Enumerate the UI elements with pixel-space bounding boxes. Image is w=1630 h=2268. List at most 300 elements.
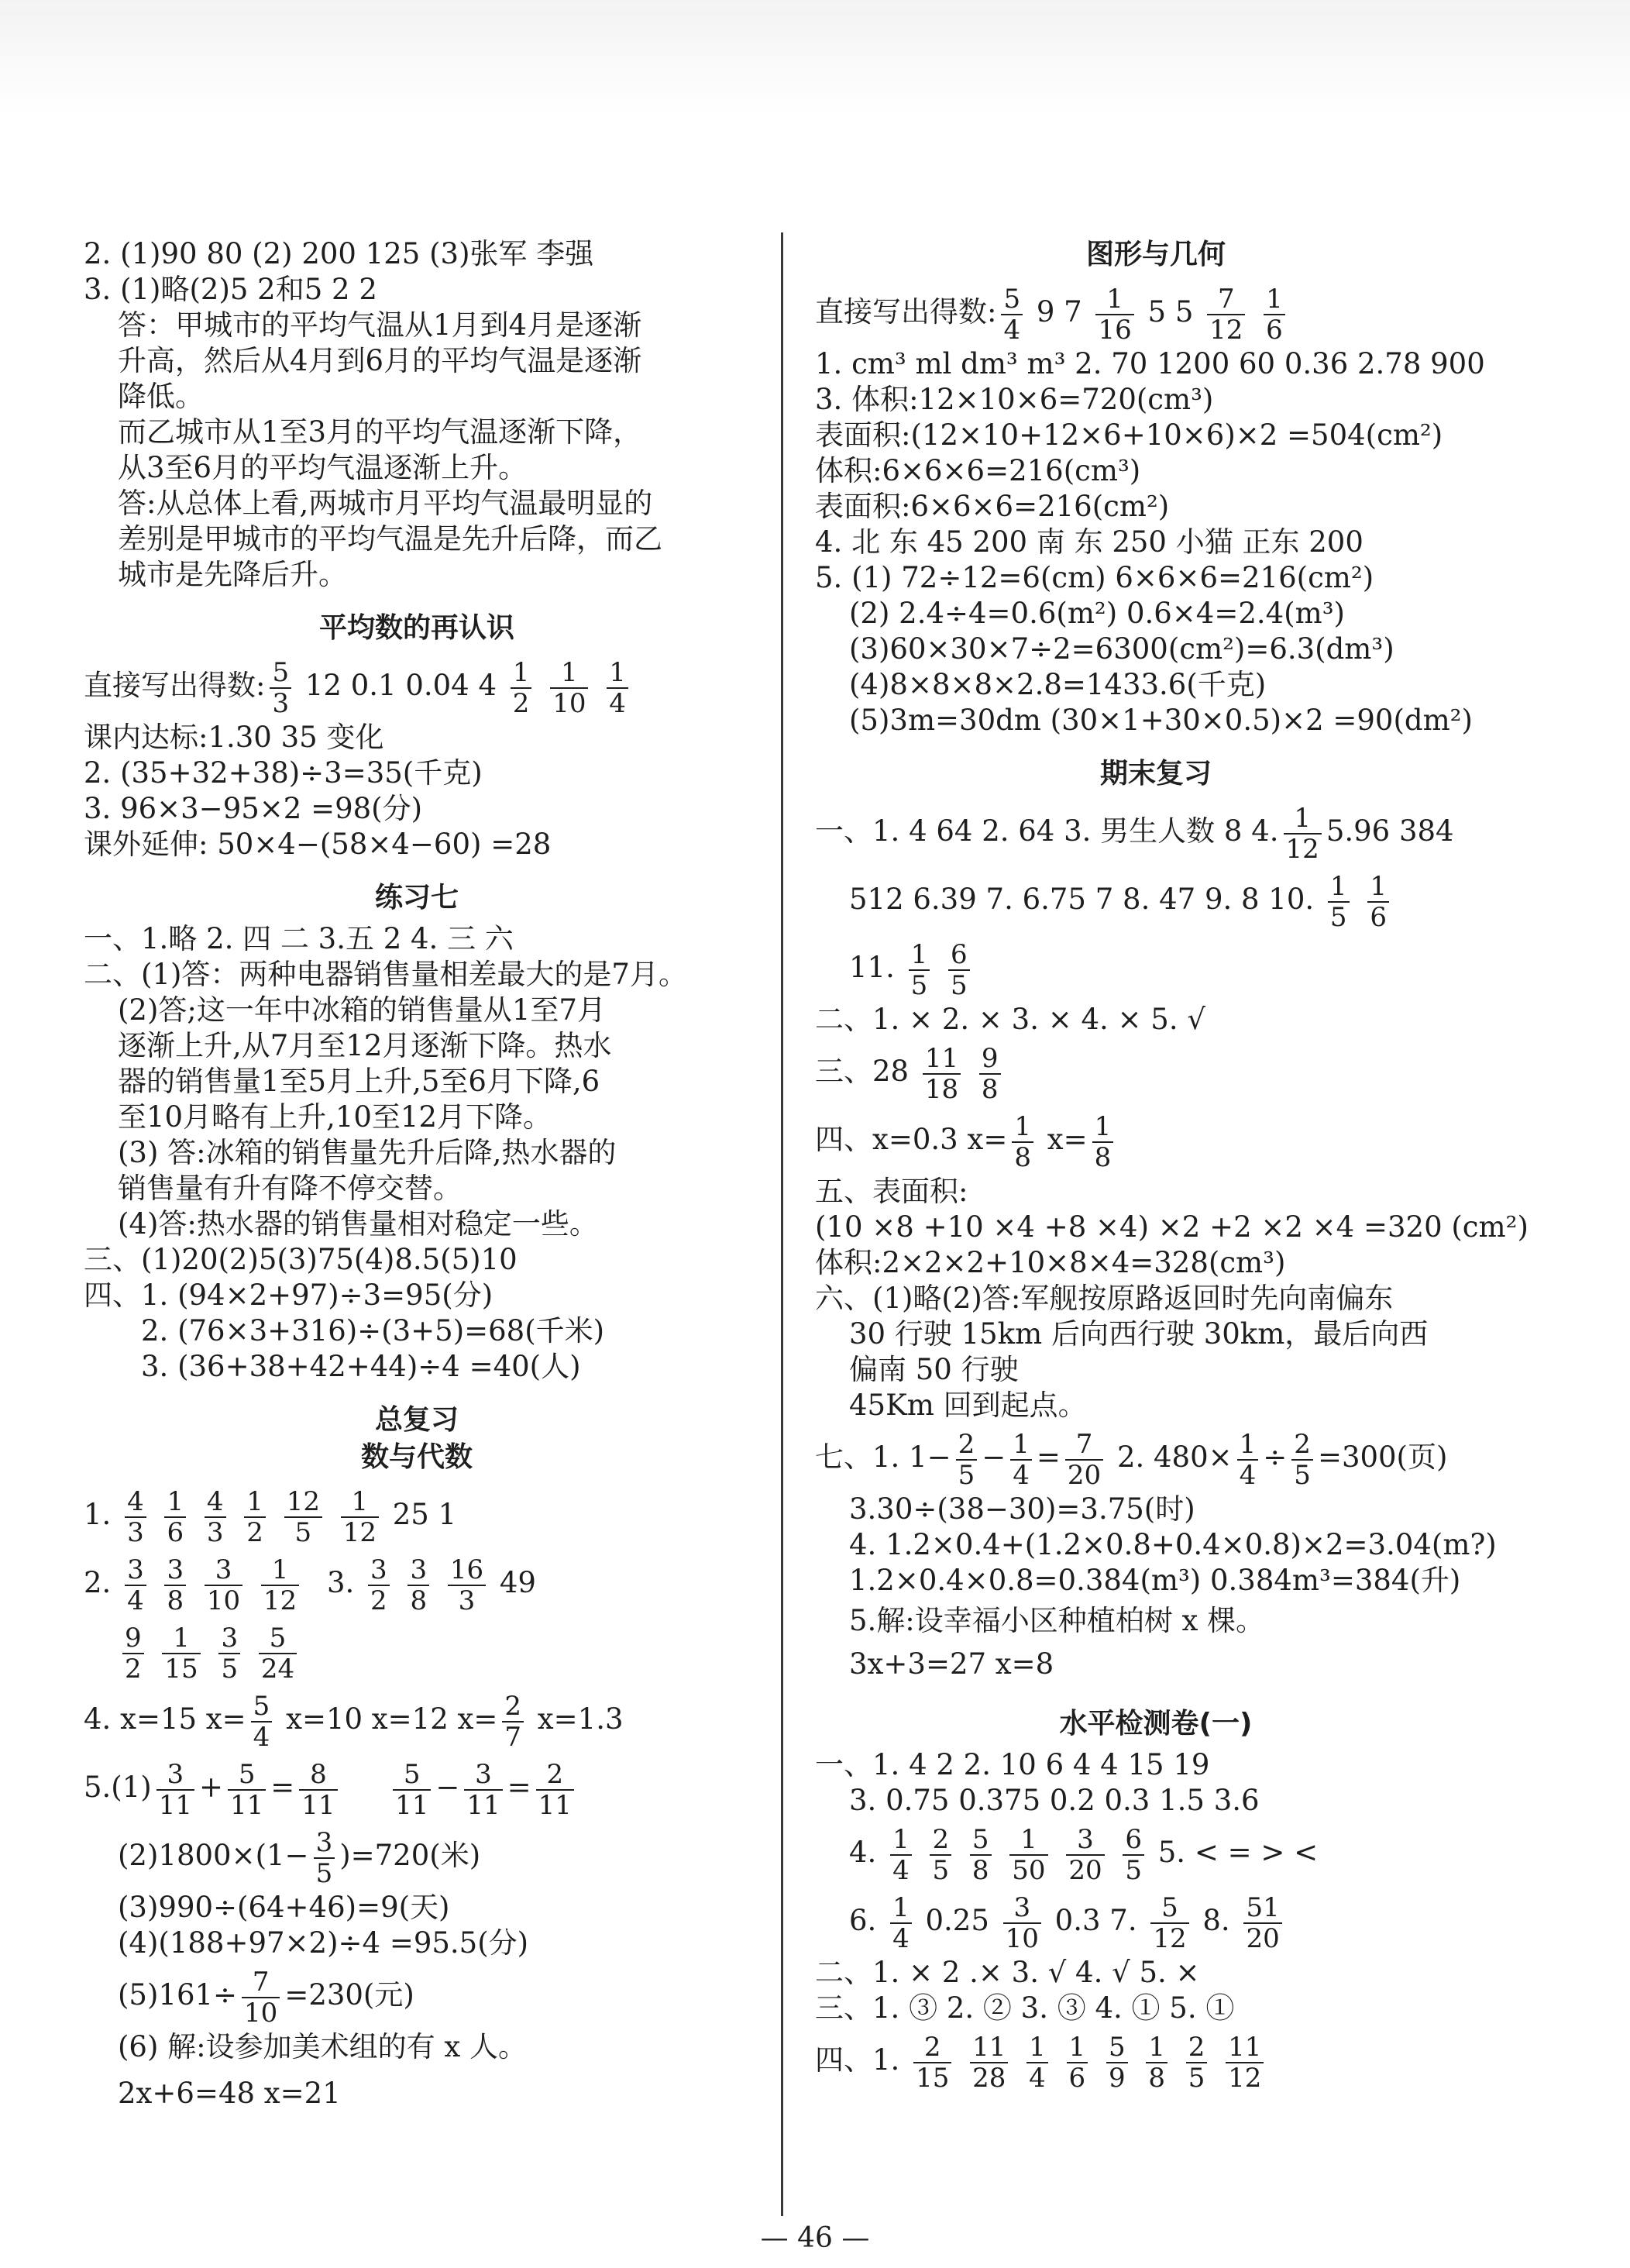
numerator: 1	[890, 1893, 912, 1924]
denominator: 12	[1285, 833, 1319, 865]
denominator: 5	[932, 1854, 950, 1886]
fraction	[205, 1487, 226, 1547]
section-subheading: 数与代数	[360, 1441, 473, 1473]
numerator: 7	[1207, 284, 1245, 315]
answer-line: 二、1. × 2. × 3. × 4. × 5. √	[815, 1003, 1205, 1036]
answer-line: 30 行驶 15km 后向西行驶 30km，最后向西	[849, 1317, 1429, 1351]
answer-line: (6) 解:设参加美术组的有 x 人。	[118, 2030, 528, 2063]
numerator: 3	[164, 1555, 186, 1586]
answer-text: 3.	[326, 1566, 355, 1599]
answer-line: 销售量有升有降不停交替。	[118, 1172, 462, 1205]
answer-line: 城市是先降后升。	[118, 558, 347, 591]
fraction	[948, 940, 970, 1000]
fraction-row	[815, 278, 1497, 346]
operator: =	[507, 1771, 531, 1804]
numerator: 3	[314, 1828, 335, 1859]
section-heading: 总复习	[374, 1404, 459, 1436]
answer-line: 体积:2×2×2+10×8×4=328(cm³)	[815, 1246, 1286, 1279]
numerator: 1	[1095, 284, 1133, 315]
operator: −	[982, 1440, 1006, 1474]
answer-line: 从3至6月的平均气温逐渐上升。	[118, 451, 528, 484]
answer-text: 5.96 384	[1326, 814, 1454, 848]
denominator: 12	[263, 1585, 297, 1616]
denominator: 4	[892, 1922, 910, 1954]
numerator: 5	[970, 1825, 992, 1856]
denominator: 28	[972, 2062, 1006, 2094]
fraction-row	[815, 1819, 1497, 1887]
section-heading: 平均数的再认识	[318, 612, 514, 644]
numerator: 7	[1065, 1430, 1103, 1461]
fraction-row	[815, 2026, 1497, 2094]
fraction	[970, 2032, 1008, 2093]
answer-text: 4.	[849, 1836, 877, 1869]
numerator: 5	[1106, 2032, 1128, 2063]
numerator: 11	[923, 1044, 961, 1075]
denominator: 2	[370, 1585, 387, 1616]
numerator: 1	[1146, 2032, 1167, 2063]
answer-text: 9 7	[1036, 295, 1082, 329]
denominator: 10	[244, 1997, 278, 2029]
fraction	[930, 1825, 951, 1885]
numerator: 3	[408, 1555, 429, 1586]
denominator: 10	[1005, 1922, 1039, 1954]
numerator: 12	[284, 1487, 322, 1518]
denominator: 5	[294, 1516, 312, 1548]
numerator: 1	[1009, 1825, 1047, 1856]
answer-line: (10 ×8 +10 ×4 +8 ×4) ×2 +2 ×2 ×4 =320 (cm²)	[815, 1210, 1529, 1244]
answer-text: 一、1. 4 64 2. 64 3. 男生人数 8 4.	[815, 814, 1279, 848]
fraction	[122, 1623, 144, 1684]
denominator: 6	[167, 1516, 184, 1548]
answer-line: 2. (76×3+316)÷(3+5)=68(千米)	[141, 1314, 605, 1347]
answer-line: (3) 答:冰箱的销售量先升后降,热水器的	[118, 1136, 617, 1169]
fraction-row	[815, 1038, 1497, 1106]
denominator: 2	[246, 1516, 263, 1548]
numerator: 1	[1237, 1430, 1259, 1461]
numerator: 1	[341, 1487, 379, 1518]
denominator: 16	[1098, 314, 1132, 346]
answer-line: (2) 2.4÷4=0.6(m²) 0.6×4=2.4(m³)	[849, 597, 1345, 630]
denominator: 4	[892, 1854, 910, 1886]
fraction	[299, 1760, 337, 1820]
answer-line: 表面积:(12×10+12×6+10×6)×2 =504(cm²)	[815, 418, 1443, 452]
fraction	[393, 1760, 431, 1820]
section-heading: 水平检测卷(一)	[1059, 1708, 1253, 1740]
denominator: 5	[951, 969, 968, 1001]
fraction	[970, 1825, 992, 1885]
denominator: 12	[1228, 2062, 1262, 2094]
fraction	[270, 658, 291, 718]
numerator: 2	[1186, 2032, 1208, 2063]
denominator: 10	[206, 1585, 241, 1616]
answer-line: 三、1. ③ 2. ② 3. ③ 4. ① 5. ①	[815, 1991, 1235, 2025]
fraction	[1001, 284, 1023, 345]
numerator: 9	[979, 1044, 1001, 1075]
fraction	[156, 1760, 194, 1820]
fraction	[228, 1760, 266, 1820]
numerator: 3	[125, 1555, 146, 1586]
fraction	[502, 1692, 524, 1752]
answer-text: x=12	[371, 1702, 449, 1736]
denominator: 4	[1003, 314, 1021, 346]
denominator: 12	[1209, 314, 1243, 346]
denominator: 5	[910, 969, 928, 1001]
answer-line: 4. 北 东 45 200 南 东 250 小猫 正东 200	[815, 525, 1363, 559]
denominator: 5	[1294, 1459, 1311, 1491]
answer-text: 2.	[84, 1566, 112, 1599]
denominator: 15	[916, 2062, 950, 2094]
fraction	[1367, 872, 1389, 932]
numerator: 2	[930, 1825, 951, 1856]
numerator: 1	[1067, 2032, 1088, 2063]
numerator: 2	[502, 1692, 524, 1723]
numerator: 3	[218, 1623, 240, 1654]
answer-line: 3x+3=27 x=8	[849, 1647, 1054, 1681]
answer-line: 四、1. (94×2+97)÷3=95(分)	[84, 1279, 493, 1312]
numerator: 3	[1066, 1825, 1104, 1856]
denominator: 10	[552, 687, 586, 719]
answer-line: 5. (1) 72÷12=6(cm) 6×6×6=216(cm²)	[815, 561, 1374, 594]
left-column	[84, 236, 750, 2111]
fraction-row	[84, 1753, 750, 1822]
fraction	[125, 1555, 146, 1616]
answer-text: x=	[457, 1702, 498, 1736]
fraction	[890, 1893, 912, 1953]
numerator: 1	[162, 1623, 200, 1654]
answer-line: 1. cm³ ml dm³ m³ 2. 70 1200 60 0.36 2.78 900	[815, 347, 1485, 380]
denominator: 12	[342, 1516, 377, 1548]
fraction	[1243, 1893, 1281, 1953]
scan-top-shadow	[0, 0, 1630, 116]
answer-text: 512 6.39 7. 6.75 7 8. 47 9. 8 10.	[849, 883, 1315, 916]
fraction	[408, 1555, 429, 1616]
denominator: 2	[125, 1653, 142, 1685]
answer-line: 至10月略有上升,10至12月下降。	[118, 1100, 552, 1134]
answer-text: 直接写出得数:	[84, 669, 266, 702]
answer-text: 四、x=0.3	[815, 1123, 958, 1156]
denominator: 12	[1153, 1922, 1187, 1954]
answer-line: 器的销售量1至5月上升,5至6月下降,6	[118, 1065, 600, 1098]
denominator: 11	[158, 1789, 192, 1821]
denominator: 2	[512, 687, 530, 719]
fraction	[909, 940, 930, 1000]
numerator: 1	[164, 1487, 186, 1518]
denominator: 8	[1148, 2062, 1165, 2094]
answer-line: 3. 体积:12×10×6=720(cm³)	[815, 383, 1214, 416]
answer-text: 11.	[849, 951, 895, 984]
fraction	[890, 1825, 912, 1885]
numerator: 1	[1012, 1112, 1033, 1143]
answer-text: =300(页)	[1317, 1440, 1448, 1474]
fraction-row	[815, 866, 1497, 934]
fraction	[1146, 2032, 1167, 2093]
numerator: 1	[1328, 872, 1350, 903]
operator: −	[435, 1771, 460, 1804]
denominator: 4	[1029, 2062, 1046, 2094]
denominator: 4	[127, 1585, 144, 1616]
answer-text: 25 1	[392, 1498, 457, 1531]
fraction	[1009, 1825, 1047, 1885]
denominator: 3	[458, 1585, 476, 1616]
answer-text: 四、1.	[815, 2043, 900, 2077]
fraction	[979, 1044, 1001, 1104]
numerator: 1	[550, 658, 588, 689]
denominator: 11	[538, 1789, 572, 1821]
fraction	[218, 1623, 240, 1684]
answer-text: x=15	[120, 1702, 198, 1736]
denominator: 11	[230, 1789, 264, 1821]
operator: =	[270, 1771, 295, 1804]
fraction	[162, 1623, 200, 1684]
fraction	[1264, 284, 1285, 345]
answer-line: 体积:6×6×6=216(cm³)	[815, 454, 1141, 487]
fraction-row	[815, 1423, 1497, 1492]
fraction	[261, 1555, 299, 1616]
fraction-row	[815, 934, 1497, 1002]
answer-line: 六、(1)略(2)答:军舰按原路返回时先向南偏东	[815, 1282, 1394, 1315]
numerator: 1	[909, 940, 930, 971]
numerator: 3	[1003, 1893, 1041, 1924]
answer-line: 偏南 50 行驶	[849, 1353, 1019, 1386]
answer-line: (3)990÷(64+46)=9(天)	[118, 1891, 450, 1924]
numerator: 2	[913, 2032, 951, 2063]
fraction	[464, 1760, 502, 1820]
numerator: 1	[607, 658, 628, 689]
fraction-row	[84, 1961, 750, 2029]
fraction	[1010, 1430, 1032, 1490]
denominator: 3	[206, 1516, 224, 1548]
numerator: 1	[261, 1555, 299, 1586]
numerator: 4	[205, 1487, 226, 1518]
right-column	[815, 236, 1529, 2094]
denominator: 3	[272, 687, 290, 719]
answer-line: 课外延伸: 50×4−(58×4−60) =28	[84, 828, 552, 861]
answer-text: x=	[205, 1702, 246, 1736]
answer-text: 2. 480×	[1116, 1440, 1233, 1474]
column-divider	[781, 232, 783, 2216]
answer-text: (5)161÷	[118, 1978, 238, 2012]
answer-line: 升高，然后从4月到6月的平均气温是逐渐	[118, 344, 642, 377]
answer-line: 3. (1)略(2)5 2和5 2 2	[84, 273, 377, 306]
fraction	[314, 1828, 335, 1888]
fraction	[1066, 1825, 1104, 1885]
answer-text: 1.	[84, 1498, 112, 1531]
answer-text: =230(元)	[284, 1978, 414, 2012]
numerator: 8	[299, 1760, 337, 1791]
answer-text: )=720(米)	[339, 1839, 481, 1872]
answer-line: 而乙城市从1至3月的平均气温逐渐下降，	[118, 415, 642, 449]
fraction	[913, 2032, 951, 2093]
fraction	[1067, 2032, 1088, 2093]
fraction	[536, 1760, 574, 1820]
section-heading: 图形与几何	[1085, 239, 1226, 270]
fraction	[1123, 1825, 1144, 1885]
answer-line: 3. 0.75 0.375 0.2 0.3 1.5 3.6	[849, 1784, 1260, 1817]
denominator: 20	[1068, 1854, 1102, 1886]
numerator: 1	[1010, 1430, 1032, 1461]
fraction-row	[84, 1685, 750, 1753]
numerator: 4	[125, 1487, 146, 1518]
answer-line: 2. (1)90 80 (2) 200 125 (3)张军 李强	[84, 237, 594, 270]
answer-text: 5 5	[1147, 295, 1194, 329]
answer-line: 1.2×0.4×0.8=0.384(m³) 0.384m³=384(升)	[849, 1564, 1461, 1597]
numerator: 1	[511, 658, 532, 689]
denominator: 4	[1239, 1459, 1257, 1491]
fraction-row	[815, 1106, 1497, 1174]
answer-text: x=	[967, 1123, 1008, 1156]
numerator: 1	[1264, 284, 1285, 315]
denominator: 8	[1014, 1141, 1031, 1173]
numerator: 7	[242, 1967, 280, 1998]
numerator: 2	[1291, 1430, 1313, 1461]
fraction-row	[815, 797, 1497, 866]
fraction	[251, 1692, 273, 1752]
fraction	[1065, 1430, 1103, 1490]
answer-text: x=1.3	[537, 1702, 624, 1736]
fraction	[956, 1430, 978, 1490]
operator: ÷	[1263, 1440, 1288, 1474]
answer-text: 49	[499, 1566, 536, 1599]
fraction	[511, 658, 532, 718]
numerator: 6	[948, 940, 970, 971]
denominator: 11	[395, 1789, 429, 1821]
denominator: 9	[1108, 2062, 1126, 2094]
denominator: 5	[1188, 2062, 1205, 2094]
operator: +	[198, 1771, 223, 1804]
answer-line: 答：甲城市的平均气温从1月到4月是逐渐	[118, 308, 642, 342]
numerator: 3	[156, 1760, 194, 1791]
denominator: 3	[127, 1516, 144, 1548]
numerator: 5	[393, 1760, 431, 1791]
answer-line: 三、(1)20(2)5(3)75(4)8.5(5)10	[84, 1243, 518, 1276]
numerator: 2	[956, 1430, 978, 1461]
fraction	[923, 1044, 961, 1104]
denominator: 8	[1094, 1141, 1112, 1173]
fraction	[1328, 872, 1350, 932]
fraction-row	[84, 1549, 750, 1617]
denominator: 8	[410, 1585, 428, 1616]
answer-line: 逐渐上升,从7月至12月逐渐下降。热水	[118, 1029, 612, 1062]
answer-line: (5)3m=30dm (30×1+30×0.5)×2 =90(dm²)	[849, 704, 1473, 737]
answer-text: 5.(1)	[84, 1771, 152, 1804]
numerator: 5	[1001, 284, 1023, 315]
fraction-row	[84, 1481, 750, 1549]
answer-text: 直接写出得数:	[815, 295, 997, 329]
denominator: 15	[164, 1653, 198, 1685]
fraction-row	[84, 1822, 750, 1890]
denominator: 24	[260, 1653, 295, 1685]
numerator: 9	[122, 1623, 144, 1654]
operator: =	[1036, 1440, 1061, 1474]
numerator: 6	[1123, 1825, 1144, 1856]
answer-line: 二、1. × 2 .× 3. √ 4. √ 5. ×	[815, 1956, 1200, 1989]
answer-text: 8.	[1202, 1904, 1230, 1937]
numerator: 5	[259, 1623, 297, 1654]
answer-text: x=10	[286, 1702, 363, 1736]
answer-line: (4)(188+97×2)÷4 =95.5(分)	[118, 1926, 529, 1960]
answer-line: 5.解:设幸福小区种植柏树 x 棵。	[849, 1604, 1265, 1637]
fraction	[1207, 284, 1245, 345]
denominator: 8	[971, 1854, 989, 1886]
answer-line: (4)答:热水器的销售量相对稳定一些。	[118, 1207, 598, 1241]
answer-line: (2)答;这一年中冰箱的销售量从1至7月	[118, 993, 606, 1027]
answer-line: 45Km 回到起点。	[849, 1389, 1087, 1422]
denominator: 4	[609, 687, 626, 719]
denominator: 5	[958, 1459, 975, 1491]
fraction	[1026, 2032, 1048, 2093]
denominator: 4	[1013, 1459, 1030, 1491]
numerator: 51	[1243, 1893, 1281, 1924]
answer-text: 0.3 7.	[1054, 1904, 1137, 1937]
answer-line: 3.30÷(38−30)=3.75(时)	[849, 1492, 1195, 1526]
fraction	[1150, 1893, 1188, 1953]
fraction	[164, 1487, 186, 1547]
denominator: 5	[221, 1653, 239, 1685]
section-heading: 练习七	[374, 882, 459, 914]
numerator: 5	[251, 1692, 273, 1723]
fraction-row	[815, 1887, 1497, 1955]
fraction	[1106, 2032, 1128, 2093]
denominator: 8	[167, 1585, 184, 1616]
fraction	[125, 1487, 146, 1547]
answer-line: 五、表面积:	[815, 1175, 968, 1208]
fraction	[1092, 1112, 1114, 1172]
answer-text: 0.25	[925, 1904, 989, 1937]
answer-line: 3. (36+38+42+44)÷4 =40(人)	[141, 1350, 581, 1383]
denominator: 6	[1068, 2062, 1086, 2094]
denominator: 18	[924, 1073, 959, 1105]
fraction	[368, 1555, 390, 1616]
answer-line: (4)8×8×8×2.8=1433.6(千克)	[849, 668, 1267, 701]
answer-text: x=	[1047, 1123, 1088, 1156]
denominator: 5	[1125, 1854, 1142, 1886]
numerator: 5	[1150, 1893, 1188, 1924]
fraction	[205, 1555, 242, 1616]
answer-line: 4. 1.2×0.4+(1.2×0.8+0.4×0.8)×2=3.04(m?)	[849, 1528, 1497, 1561]
answer-line: 课内达标:1.30 35 变化	[84, 721, 384, 754]
denominator: 5	[1329, 901, 1347, 933]
fraction	[284, 1487, 322, 1547]
fraction	[1012, 1112, 1033, 1172]
denominator: 6	[1266, 314, 1283, 346]
numerator: 1	[1367, 872, 1389, 903]
numerator: 1	[244, 1487, 266, 1518]
numerator: 16	[448, 1555, 486, 1586]
answer-text: 6.	[849, 1904, 877, 1937]
denominator: 50	[1012, 1854, 1046, 1886]
answer-line: 答:从总体上看,两城市月平均气温最明显的	[118, 487, 653, 520]
fraction	[1284, 804, 1322, 864]
answer-line: 降低。	[118, 380, 204, 413]
denominator: 20	[1067, 1459, 1102, 1491]
answer-line: 差别是甲城市的平均气温是先升后降，而乙	[118, 522, 662, 556]
fraction	[1186, 2032, 1208, 2093]
fraction	[448, 1555, 486, 1616]
answer-line: 二、(1)答：两种电器销售量相差最大的是7月。	[84, 958, 687, 991]
fraction	[341, 1487, 379, 1547]
answer-text: 12 0.1 0.04 4	[304, 669, 497, 702]
denominator: 11	[466, 1789, 500, 1821]
fraction	[1226, 2032, 1264, 2093]
answer-text: 七、1. 1−	[815, 1440, 951, 1474]
fraction	[550, 658, 588, 718]
fraction	[1237, 1430, 1259, 1490]
fraction	[164, 1555, 186, 1616]
numerator: 5	[228, 1760, 266, 1791]
fraction	[607, 658, 628, 718]
answer-text: 4.	[84, 1702, 112, 1736]
numerator: 3	[464, 1760, 502, 1791]
